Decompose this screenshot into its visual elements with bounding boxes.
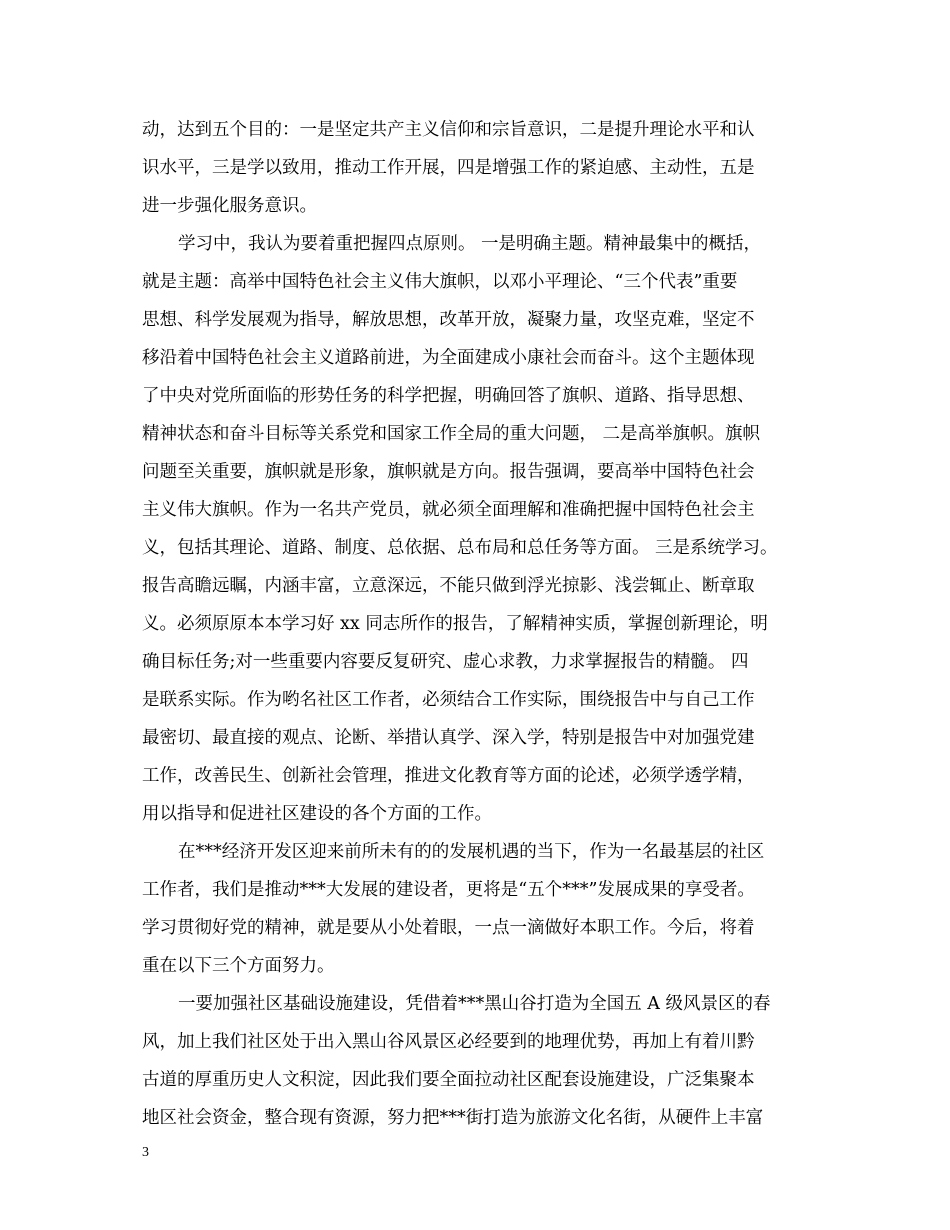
- paragraph-first-line: 学习中，我认为要着重把握四点原则。 一是明确主题。精神最集中的概括，: [178, 234, 762, 254]
- body-text-line: 工作，改善民生、创新社会管理，推进文化教育等方面的论述，必须学透学精，: [142, 766, 755, 786]
- body-text-line: 工作者，我们是推动***大发展的建设者，更将是“五个***”发展成果的享受者。: [142, 880, 755, 900]
- body-text-line: 古道的厚重历史人文积淀，因此我们要全面拉动社区配套设施建设，广泛集聚本: [142, 1070, 755, 1090]
- body-text-line: 报告高瞻远瞩，内涵丰富，立意深远，不能只做到浮光掠影、浅尝辄止、断章取: [142, 576, 755, 596]
- body-text-line: 确目标任务;对一些重要内容要反复研究、虚心求教，力求掌握报告的精髓。 四: [142, 652, 749, 672]
- body-text-line: 最密切、最直接的观点、论断、举措认真学、深入学，特别是报告中对加强党建: [142, 728, 755, 748]
- body-text-line: 进一步强化服务意识。: [142, 196, 317, 216]
- body-text-line: 了中央对党所面临的形势任务的科学把握，明确回答了旗帜、道路、指导思想、: [142, 386, 755, 406]
- body-text-line: 思想、科学发展观为指导，解放思想，改革开放，凝聚力量，攻坚克难，坚定不: [142, 310, 755, 330]
- body-text-line: 用以指导和促进社区建设的各个方面的工作。: [142, 804, 492, 824]
- body-text-line: 是联系实际。作为哟名社区工作者，必须结合工作实际，围绕报告中与自己工作: [142, 690, 755, 710]
- body-text-line: 问题至关重要，旗帜就是形象，旗帜就是方向。报告强调，要高举中国特色社会: [142, 462, 755, 482]
- paragraph-first-line: 一要加强社区基础设施建设，凭借着***黑山谷打造为全国五 A 级风景区的春: [178, 994, 771, 1014]
- body-text-line: 义，包括其理论、道路、制度、总依据、总布局和总任务等方面。 三是系统学习。: [142, 538, 778, 558]
- body-text-line: 动，达到五个目的：一是坚定共产主义信仰和宗旨意识，二是提升理论水平和认: [142, 120, 755, 140]
- body-text-line: 精神状态和奋斗目标等关系党和国家工作全局的重大问题， 二是高举旗帜。旗帜: [142, 424, 761, 444]
- paragraph-first-line: 在***经济开发区迎来前所未有的的发展机遇的当下，作为一名最基层的社区: [178, 842, 765, 862]
- body-text-line: 地区社会资金，整合现有资源，努力把***街打造为旅游文化名街，从硬件上丰富: [142, 1108, 764, 1128]
- body-text-line: 重在以下三个方面努力。: [142, 956, 335, 976]
- body-text-line: 学习贯彻好党的精神，就是要从小处着眼，一点一滴做好本职工作。今后，将着: [142, 918, 755, 938]
- body-text-line: 移沿着中国特色社会主义道路前进，为全面建成小康社会而奋斗。这个主题体现: [142, 348, 755, 368]
- body-text-line: 识水平，三是学以致用，推动工作开展，四是增强工作的紧迫感、主动性，五是: [142, 158, 755, 178]
- body-text-line: 义。必须原原本本学习好 xx 同志所作的报告，了解精神实质，掌握创新理论，明: [142, 614, 768, 634]
- body-text-line: 风，加上我们社区处于出入黑山谷风景区必经要到的地理优势，再加上有着川黔: [142, 1032, 755, 1052]
- page-number: 3: [142, 1145, 149, 1160]
- body-text-line: 主义伟大旗帜。作为一名共产党员，就必须全面理解和准确把握中国特色社会主: [142, 500, 755, 520]
- body-text-line: 就是主题：高举中国特色社会主义伟大旗帜，以邓小平理论、“三个代表”重要: [142, 272, 738, 292]
